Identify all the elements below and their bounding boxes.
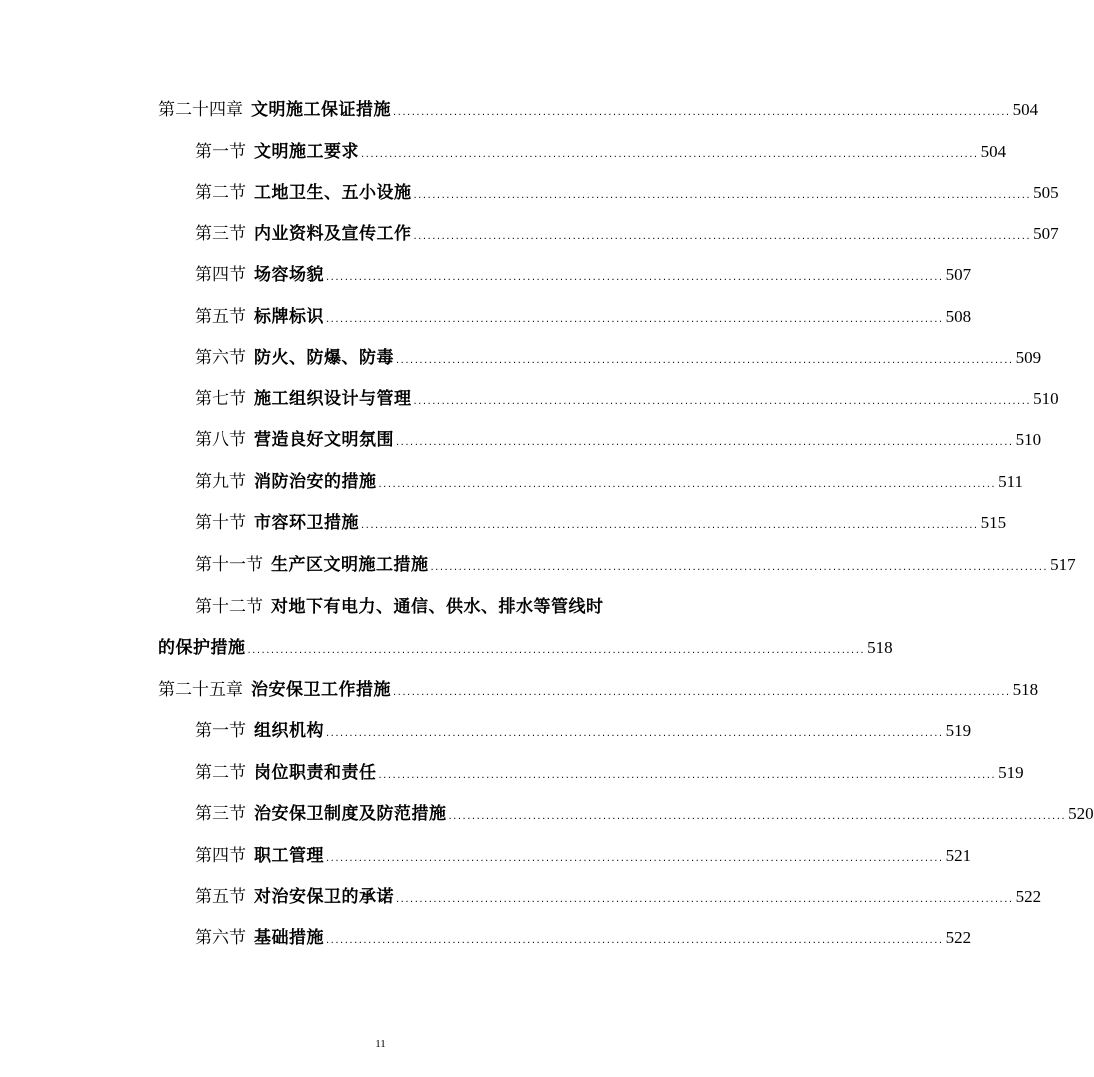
toc-section-prefix: 第四节 bbox=[195, 265, 246, 285]
toc-leader-dots: .................................................................................................................................... bbox=[396, 437, 1014, 448]
toc-page-number: 507 bbox=[1033, 224, 1059, 243]
toc-entry-title: 工地卫生、五小设施 bbox=[254, 183, 412, 203]
toc-leader-dots: .................................................................................................................................... bbox=[326, 935, 944, 946]
toc-entry-section[interactable] bbox=[195, 221, 1059, 247]
toc-entry-chapter-24[interactable] bbox=[158, 97, 1039, 123]
toc-entry-title: 生产区文明施工措施 bbox=[271, 555, 429, 575]
toc-leader-dots: .................................................................................................................................... bbox=[413, 396, 1032, 407]
toc-page-number: 509 bbox=[1015, 348, 1042, 367]
toc-entry-section[interactable] bbox=[195, 843, 972, 869]
toc-entry-title: 职工管理 bbox=[254, 846, 324, 866]
toc-entry-title: 治安保卫制度及防范措施 bbox=[254, 804, 447, 824]
toc-entry-title: 市容环卫措施 bbox=[254, 513, 359, 533]
toc-entry-section[interactable] bbox=[195, 262, 972, 288]
toc-leader-dots: .................................................................................................................................... bbox=[448, 811, 1067, 822]
toc-page-number: 508 bbox=[945, 307, 972, 326]
toc-section-prefix: 第三节 bbox=[195, 224, 246, 244]
toc-leader-dots: .................................................................................................................................... bbox=[430, 562, 1049, 573]
toc-section-prefix: 第八节 bbox=[195, 430, 246, 450]
toc-entry-section[interactable] bbox=[195, 304, 972, 330]
toc-entry-section[interactable] bbox=[195, 884, 1042, 910]
toc-entry-title: 岗位职责和责任 bbox=[254, 763, 377, 783]
toc-entry-chapter-25[interactable] bbox=[158, 677, 1039, 703]
toc-page-number: 510 bbox=[1015, 430, 1042, 449]
toc-section-prefix: 第四节 bbox=[195, 846, 246, 866]
toc-entry-section[interactable] bbox=[195, 469, 1023, 495]
toc-entry-title: 对地下有电力、通信、供水、排水等管线时 bbox=[271, 597, 604, 617]
toc-section-prefix: 第一节 bbox=[195, 142, 246, 162]
toc-chapter-prefix: 第二十四章 bbox=[158, 100, 243, 120]
toc-entry-section-wrapped-first-line[interactable] bbox=[195, 594, 641, 620]
toc-entry-title: 对治安保卫的承诺 bbox=[254, 887, 394, 907]
toc-leader-dots: .................................................................................................................................... bbox=[378, 770, 997, 781]
toc-leader-dots: .................................................................................................................................... bbox=[361, 520, 979, 531]
toc-entry-title: 文明施工保证措施 bbox=[251, 100, 391, 120]
toc-entry-title: 消防治安的措施 bbox=[254, 472, 377, 492]
toc-section-prefix: 第一节 bbox=[195, 721, 246, 741]
toc-page-number: 519 bbox=[998, 763, 1024, 782]
toc-page-number: 520 bbox=[1068, 804, 1094, 823]
toc-entry-title: 组织机构 bbox=[254, 721, 324, 741]
toc-leader-dots: .................................................................................................................................... bbox=[393, 687, 1011, 698]
toc-page-number: 517 bbox=[1050, 555, 1076, 574]
toc-entry-section[interactable] bbox=[195, 345, 1042, 371]
toc-leader-dots: .................................................................................................................................... bbox=[393, 107, 1011, 118]
toc-entry-section[interactable] bbox=[195, 801, 1094, 827]
toc-leader-dots: .................................................................................................................................... bbox=[413, 231, 1032, 242]
toc-page-number: 521 bbox=[945, 846, 972, 865]
toc-entry-section[interactable] bbox=[195, 718, 972, 744]
toc-leader-dots: .................................................................................................................................... bbox=[413, 190, 1032, 201]
toc-leader-dots: .................................................................................................................................... bbox=[396, 894, 1014, 905]
toc-page-number: 518 bbox=[867, 638, 893, 657]
toc-entry-title: 营造良好文明氛围 bbox=[254, 430, 394, 450]
toc-entry-title: 场容场貌 bbox=[254, 265, 324, 285]
toc-section-prefix: 第十一节 bbox=[195, 555, 263, 575]
toc-page-number: 518 bbox=[1012, 680, 1039, 699]
toc-page-number: 504 bbox=[1012, 100, 1039, 119]
page-footer-number: 11 bbox=[375, 1038, 386, 1050]
toc-entry-section[interactable] bbox=[195, 386, 1059, 412]
toc-leader-dots: .................................................................................................................................... bbox=[247, 645, 866, 656]
toc-entry-section-wrapped-second-line[interactable] bbox=[158, 635, 893, 661]
toc-entry-title: 防火、防爆、防毒 bbox=[254, 348, 394, 368]
toc-page-number: 510 bbox=[1033, 389, 1059, 408]
toc-page-number: 515 bbox=[980, 513, 1007, 532]
toc-page-number: 511 bbox=[998, 472, 1023, 491]
toc-section-prefix: 第二节 bbox=[195, 183, 246, 203]
toc-leader-dots: .................................................................................................................................... bbox=[378, 479, 997, 490]
toc-entry-title: 施工组织设计与管理 bbox=[254, 389, 412, 409]
toc-page-number: 504 bbox=[980, 142, 1007, 161]
toc-entry-section[interactable] bbox=[195, 552, 1076, 578]
toc-entry-section[interactable] bbox=[195, 427, 1042, 453]
toc-entry-title: 标牌标识 bbox=[254, 307, 324, 327]
toc-section-prefix: 第六节 bbox=[195, 928, 246, 948]
toc-entry-section[interactable] bbox=[195, 510, 1007, 536]
toc-leader-dots: .................................................................................................................................... bbox=[326, 272, 944, 283]
toc-page-number: 522 bbox=[1015, 887, 1042, 906]
toc-leader-dots: .................................................................................................................................... bbox=[326, 728, 944, 739]
toc-leader-dots: .................................................................................................................................... bbox=[361, 149, 979, 160]
toc-section-prefix: 第二节 bbox=[195, 763, 246, 783]
toc-leader-dots: .................................................................................................................................... bbox=[326, 853, 944, 864]
toc-entry-title: 治安保卫工作措施 bbox=[251, 680, 391, 700]
toc-entry-title: 内业资料及宣传工作 bbox=[254, 224, 412, 244]
toc-page-number: 522 bbox=[945, 928, 972, 947]
toc-entry-section[interactable] bbox=[195, 760, 1024, 786]
toc-page-number: 519 bbox=[945, 721, 972, 740]
toc-entry-section[interactable] bbox=[195, 139, 1007, 165]
toc-entry-title-continuation: 的保护措施 bbox=[158, 638, 246, 658]
toc-section-prefix: 第三节 bbox=[195, 804, 246, 824]
toc-chapter-prefix: 第二十五章 bbox=[158, 680, 243, 700]
toc-leader-dots: .................................................................................................................................... bbox=[396, 355, 1014, 366]
toc-section-prefix: 第十二节 bbox=[195, 597, 263, 617]
toc-page-number: 507 bbox=[945, 265, 972, 284]
toc-section-prefix: 第五节 bbox=[195, 887, 246, 907]
toc-section-prefix: 第十节 bbox=[195, 513, 246, 533]
toc-section-prefix: 第五节 bbox=[195, 307, 246, 327]
toc-entry-title: 文明施工要求 bbox=[254, 142, 359, 162]
toc-entry-section[interactable] bbox=[195, 925, 972, 951]
toc-section-prefix: 第六节 bbox=[195, 348, 246, 368]
toc-entry-title: 基础措施 bbox=[254, 928, 324, 948]
toc-entry-section[interactable] bbox=[195, 180, 1059, 206]
toc-page-number: 505 bbox=[1033, 183, 1059, 202]
toc-leader-dots: .................................................................................................................................... bbox=[326, 314, 944, 325]
toc-section-prefix: 第九节 bbox=[195, 472, 246, 492]
toc-section-prefix: 第七节 bbox=[195, 389, 246, 409]
